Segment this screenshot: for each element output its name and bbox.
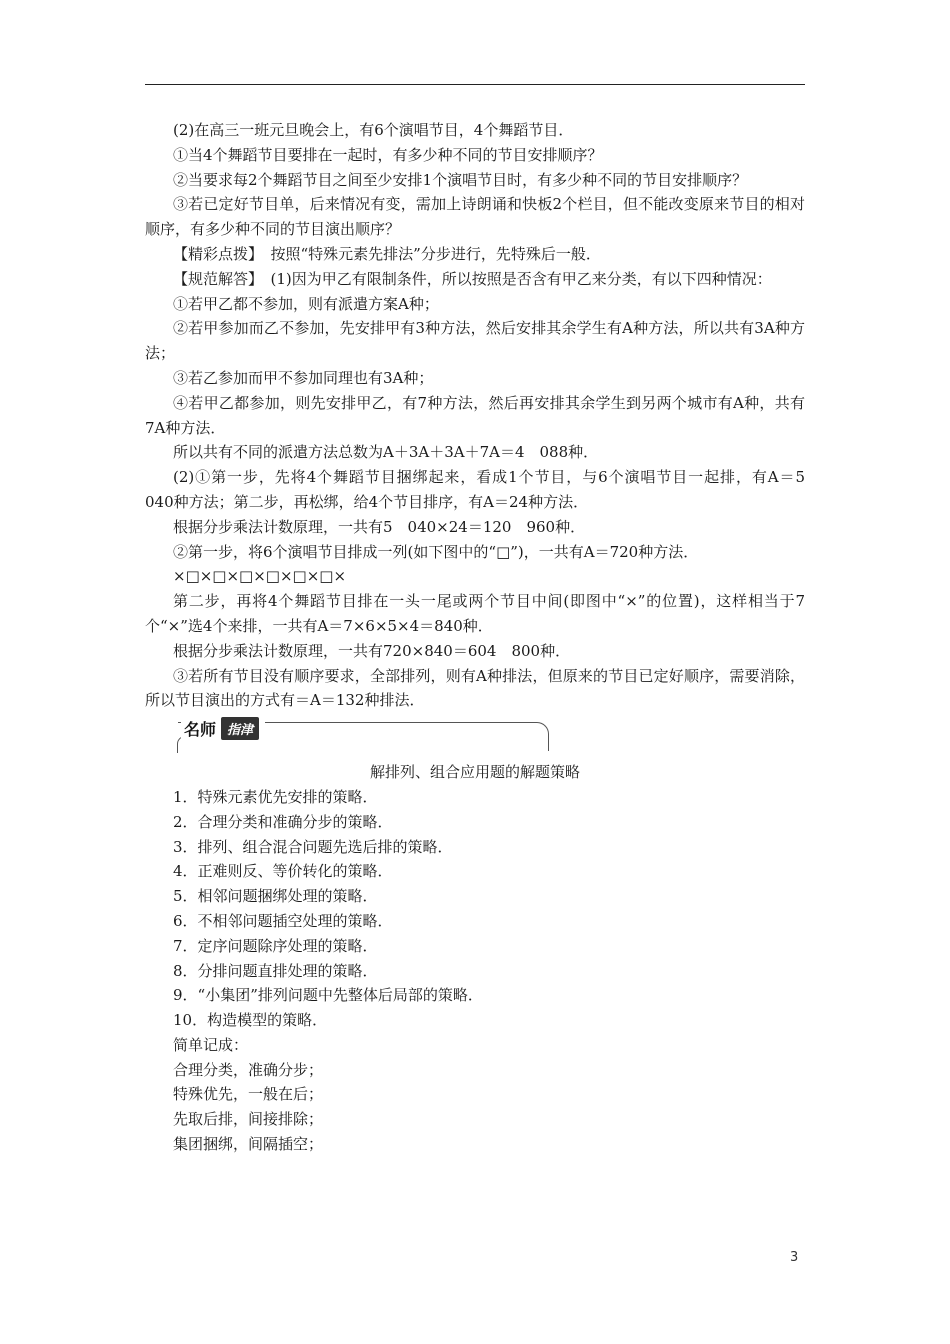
- document-body: [145, 118, 821, 1157]
- paragraph: ②当要求每2个舞蹈节目之间至少安排1个演唱节目时，有多少种不同的节目安排顺序？: [173, 170, 748, 189]
- paragraph: 第二步，再将4个舞蹈节目排在一头一尾或两个节目中间(即图中“×”的位置)，这样相当于7个“×”选4个来排，一共有A＝7×6×5×4＝840种．: [145, 592, 805, 635]
- strategy-title: 解排列、组合应用题的解题策略: [369, 763, 580, 782]
- mnemonic-line: 先取后排，间接排除；: [173, 1110, 324, 1129]
- banner-badge: [181, 716, 265, 740]
- paragraph: ②第一步，将6个演唱节目排成一列(如下图中的“□”)，一共有A＝720种方法．: [173, 542, 699, 561]
- strategy-item: 2．合理分类和准确分步的策略．: [173, 812, 393, 831]
- strategy-item: 9．“小集团”排列问题中先整体后局部的策略．: [173, 986, 483, 1005]
- banner-label-main: 名师: [184, 719, 217, 739]
- page-number: 3: [790, 1250, 799, 1265]
- paragraph: ②若甲参加而乙不参加，先安排甲有3种方法，然后安排其余学生有A种方法，所以共有3A种方法；: [145, 319, 805, 363]
- mnemonic-line: 特殊优先，一般在后；: [173, 1085, 324, 1104]
- paragraph: ①当4个舞蹈节目要排在一起时，有多少种不同的节目安排顺序？: [173, 145, 603, 164]
- teacher-guide-banner: [145, 716, 805, 760]
- paragraph: (2)在高三一班元旦晚会上，有6个演唱节目，4个舞蹈节目．: [173, 121, 574, 139]
- slot-diagram: ×□×□×□×□×□×□×: [173, 567, 347, 586]
- paragraph: ④若甲乙都参加，则先安排甲乙，有7种方法，然后再安排其余学生到另两个城市有A种，共有7A种方法．: [145, 393, 805, 437]
- mnemonic-intro: 简单记成：: [173, 1035, 249, 1054]
- strategy-item: 3．排列、组合混合问题先选后排的策略．: [173, 837, 453, 856]
- paragraph: ①若甲乙都不参加，则有派遣方案A种；: [173, 294, 439, 313]
- mnemonic-line: 合理分类，准确分步；: [173, 1060, 324, 1079]
- hint-paragraph: 【精彩点拨】 按照“特殊元素先排法”分步进行，先特殊后一般．: [173, 244, 601, 263]
- paragraph: ③若乙参加而甲不参加同理也有3A种；: [173, 368, 434, 387]
- strategy-item: 5．相邻问题捆绑处理的策略．: [173, 887, 378, 906]
- banner-label-tag: 指津: [221, 717, 259, 740]
- paragraph: 根据分步乘法计数原理，一共有720×840＝604 800种．: [173, 641, 571, 660]
- header-rule: [145, 84, 805, 85]
- mnemonic-line: 集团捆绑，间隔插空；: [173, 1135, 324, 1154]
- strategy-item: 7．定序问题除序处理的策略．: [173, 936, 378, 955]
- paragraph: 所以共有不同的派遣方法总数为A＋3A＋3A＋7A＝4 088种．: [173, 443, 599, 462]
- solution-paragraph: 【规范解答】 (1)因为甲乙有限制条件，所以按照是否含有甲乙来分类，有以下四种情况：: [173, 269, 772, 288]
- paragraph: (2)①第一步，先将4个舞蹈节目捆绑起来，看成1个节目，与6个演唱节目一起排，有A＝5 040种方法；第二步，再松绑，给4个节目排序，有A＝24种方法．: [145, 468, 821, 511]
- paragraph: ③若所有节目没有顺序要求，全部排列，则有A种排法，但原来的节目已定好顺序，需要消除，所以节目演出的方式有＝A＝132种排法．: [145, 666, 805, 710]
- strategy-item: 4．正难则反、等价转化的策略．: [173, 862, 393, 881]
- strategy-item: 1．特殊元素优先安排的策略．: [173, 787, 378, 806]
- strategy-item: 10．构造模型的策略．: [173, 1011, 328, 1030]
- paragraph: ③若已定好节目单，后来情况有变，需加上诗朗诵和快板2个栏目，但不能改变原来节目的相对顺序，有多少种不同的节目演出顺序？: [145, 195, 805, 239]
- paragraph: 根据分步乘法计数原理，一共有5 040×24＝120 960种．: [173, 517, 586, 536]
- strategy-item: 6．不相邻问题插空处理的策略．: [173, 911, 393, 930]
- strategy-item: 8．分排问题直排处理的策略．: [173, 961, 378, 980]
